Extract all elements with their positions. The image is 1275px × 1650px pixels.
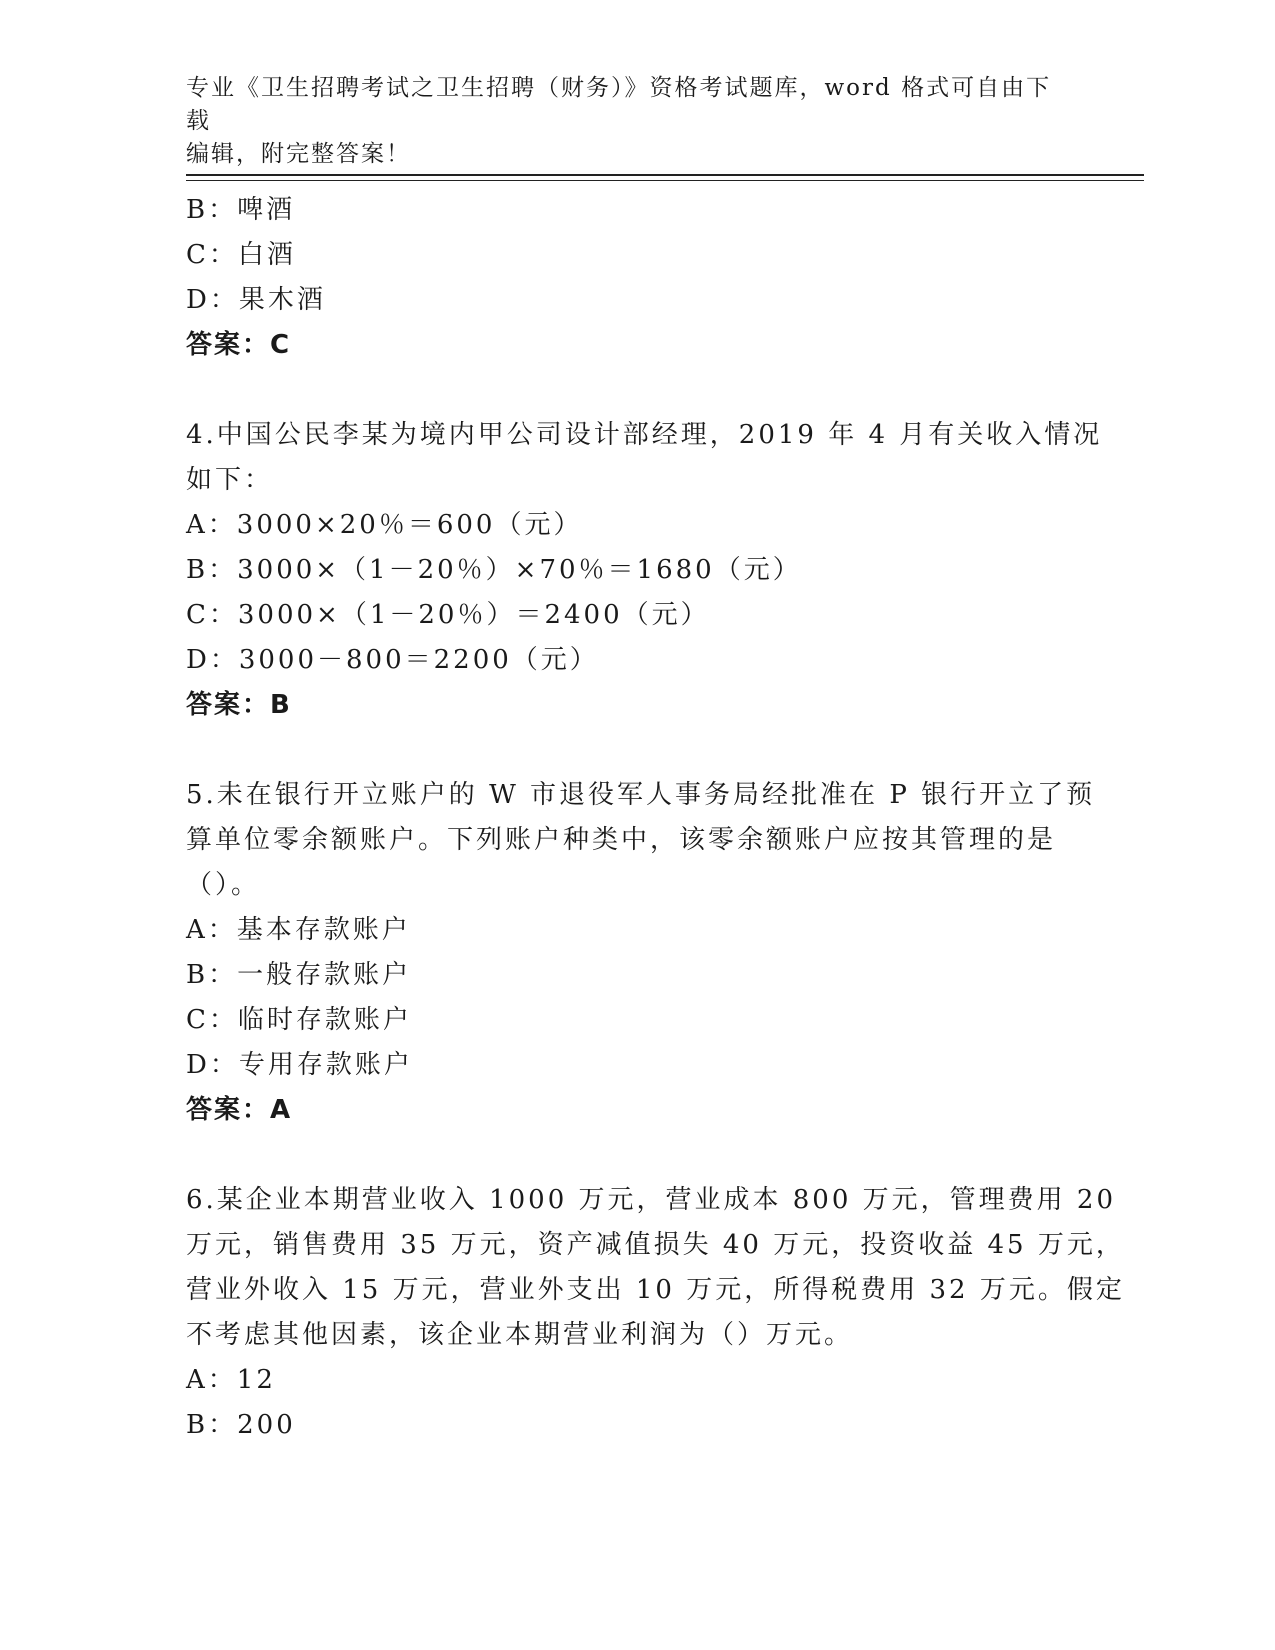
- q4-answer: 答案：B: [186, 690, 292, 720]
- q6-stem-line-3: 营业外收入 15 万元，营业外支出 10 万元，所得税费用 32 万元。假定: [186, 1275, 1125, 1305]
- q6-stem-line-2: 万元，销售费用 35 万元，资产减值损失 40 万元，投资收益 45 万元，: [186, 1230, 1125, 1260]
- q5-stem-line-1: 5.未在银行开立账户的 W 市退役军人事务局经批准在 P 银行开立了预: [186, 780, 1096, 810]
- q3-option-b: B：啤酒: [186, 195, 296, 225]
- q4-stem-line-1: 4.中国公民李某为境内甲公司设计部经理，2019 年 4 月有关收入情况: [186, 420, 1103, 450]
- q5-answer: 答案：A: [186, 1095, 293, 1125]
- question-4: [186, 413, 1103, 728]
- q5-option-a: A：基本存款账户: [186, 915, 411, 945]
- q6-stem-line-1: 6.某企业本期营业收入 1000 万元，营业成本 800 万元，管理费用 20: [186, 1185, 1117, 1215]
- q3-answer: 答案：C: [186, 330, 292, 360]
- q4-option-c: C：3000×（1－20％）＝2400（元）: [186, 600, 710, 630]
- q4-stem-line-2: 如下：: [186, 465, 274, 495]
- spacer: [186, 728, 1086, 773]
- header-line-1: 专业《卫生招聘考试之卫生招聘（财务）》资格考试题库，word 格式可自由下载: [186, 75, 1052, 134]
- spacer: [186, 368, 1086, 413]
- header-rule-thick: [186, 174, 1144, 176]
- q5-option-d: D：专用存款账户: [186, 1050, 413, 1080]
- question-content: [186, 188, 1125, 1448]
- question-3: [186, 188, 1086, 368]
- page-header: [186, 72, 1066, 171]
- q6-option-a: A：12: [186, 1365, 276, 1395]
- question-5: [186, 773, 1096, 1133]
- header-rule-thin: [186, 180, 1144, 181]
- q5-stem-line-2: 算单位零余额账户。下列账户种类中，该零余额账户应按其管理的是: [186, 825, 1057, 855]
- header-line-2: 编辑，附完整答案！: [186, 141, 411, 167]
- question-6: [186, 1178, 1125, 1448]
- spacer: [186, 1133, 1086, 1178]
- q5-option-b: B：一般存款账户: [186, 960, 412, 990]
- q3-option-d: D：果木酒: [186, 285, 326, 315]
- q4-option-d: D：3000－800＝2200（元）: [186, 645, 599, 675]
- q6-option-b: B：200: [186, 1410, 296, 1440]
- q4-option-b: B：3000×（1－20％）×70％＝1680（元）: [186, 555, 802, 585]
- q6-stem-line-4: 不考虑其他因素，该企业本期营业利润为（）万元。: [186, 1320, 854, 1350]
- q5-stem-line-3: （）。: [186, 870, 261, 900]
- q3-option-c: C：白酒: [186, 240, 296, 270]
- q5-option-c: C：临时存款账户: [186, 1005, 412, 1035]
- q4-option-a: A：3000×20％＝600（元）: [186, 510, 583, 540]
